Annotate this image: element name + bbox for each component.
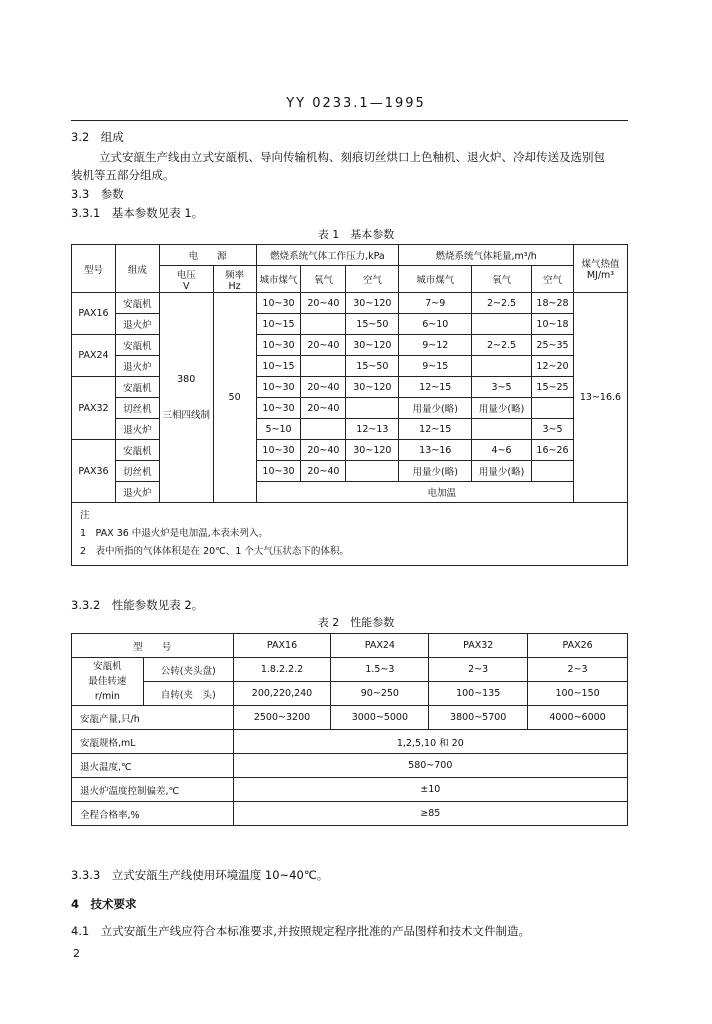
table-row <box>72 398 628 419</box>
table-row <box>72 377 628 398</box>
component-cell: 安瓿机 <box>115 440 159 461</box>
header-press-air: 空气 <box>346 266 399 293</box>
data-cell: 15~25 <box>532 377 574 398</box>
header-composition: 组成 <box>115 245 159 293</box>
section-3-3-2-title: 3.3.2 性能参数见表 2。 <box>71 598 204 612</box>
data-cell: 2~2.5 <box>472 293 532 314</box>
data-cell <box>472 419 532 440</box>
data-cell <box>346 398 399 419</box>
section-3-2-line1: 立式安瓿生产线由立式安瓿机、导向传输机构、刻痕切丝烘口上色釉机、退火炉、冷却传送及选别包 <box>99 150 605 164</box>
data-cell: 15~50 <box>346 356 399 377</box>
header-cons-oxygen: 氧气 <box>472 266 532 293</box>
spec-value: 1,2,5,10 和 20 <box>233 730 627 754</box>
data-cell: 4~6 <box>472 440 532 461</box>
data-cell: 30~120 <box>346 440 399 461</box>
model-cell: PAX36 <box>72 440 116 503</box>
anneal-temp-label: 退火温度,℃ <box>72 754 234 778</box>
data-cell: 25~35 <box>532 335 574 356</box>
data-cell: 2~2.5 <box>472 335 532 356</box>
header-frequency: 频率 Hz <box>213 266 256 293</box>
notes-cell <box>72 503 628 566</box>
header-voltage: 电压 V <box>159 266 213 293</box>
table-row <box>72 440 628 461</box>
data-cell: 用量少(略) <box>399 461 472 482</box>
rotation-value: 100~135 <box>429 682 528 706</box>
data-cell <box>532 461 574 482</box>
model-cell: PAX32 <box>72 377 116 440</box>
table-row <box>72 314 628 335</box>
component-cell: 退火炉 <box>115 419 159 440</box>
data-cell: 9~12 <box>399 335 472 356</box>
section-3-3-1-title: 3.3.1 基本参数见表 1。 <box>71 206 204 220</box>
component-cell: 切丝机 <box>115 398 159 419</box>
data-cell <box>301 314 346 335</box>
data-cell <box>346 461 399 482</box>
data-cell: 10~15 <box>256 356 301 377</box>
component-cell: 安瓿机 <box>115 335 159 356</box>
data-cell: 30~120 <box>346 293 399 314</box>
anneal-temp-value: 580~700 <box>233 754 627 778</box>
data-cell: 20~40 <box>301 377 346 398</box>
header-cons-air: 空气 <box>532 266 574 293</box>
model-cell: PAX16 <box>72 293 116 335</box>
electric-heating-cell: 电加温 <box>256 482 627 503</box>
revolution-value: 1.8.2.2.2 <box>233 658 331 682</box>
header-model: 型号 <box>72 245 116 293</box>
output-value: 2500~3200 <box>233 706 331 730</box>
component-cell: 安瓿机 <box>115 293 159 314</box>
note-item: 2 表中所指的气体体积是在 20℃、1 个大气压状态下的体积。 <box>80 546 349 557</box>
data-cell: 用量少(略) <box>472 461 532 482</box>
frequency-cell: 50 <box>213 293 256 503</box>
note-title: 注 <box>80 510 90 521</box>
data-cell: 10~30 <box>256 440 301 461</box>
output-value: 4000~6000 <box>528 706 628 730</box>
component-cell: 安瓿机 <box>115 377 159 398</box>
data-cell: 6~10 <box>399 314 472 335</box>
data-cell: 13~16 <box>399 440 472 461</box>
temp-deviation-value: ±10 <box>233 778 627 802</box>
data-cell: 12~20 <box>532 356 574 377</box>
model-pax16: PAX16 <box>233 634 331 658</box>
temp-deviation-label: 退火炉温度控制偏差,℃ <box>72 778 234 802</box>
data-cell: 20~40 <box>301 293 346 314</box>
spec-label: 安瓿规格,mL <box>72 730 234 754</box>
data-cell: 15~50 <box>346 314 399 335</box>
page-number: 2 <box>73 947 80 960</box>
data-cell: 10~30 <box>256 335 301 356</box>
data-cell <box>301 419 346 440</box>
model-pax32: PAX32 <box>429 634 528 658</box>
rotation-label: 自转(夹 头) <box>143 682 233 706</box>
pass-rate-value: ≥85 <box>233 802 627 826</box>
table-row <box>72 482 628 503</box>
data-cell: 10~30 <box>256 461 301 482</box>
voltage-cell <box>159 293 213 503</box>
output-value: 3000~5000 <box>331 706 429 730</box>
data-cell: 7~9 <box>399 293 472 314</box>
data-cell <box>472 314 532 335</box>
data-cell: 12~15 <box>399 377 472 398</box>
revolution-value: 2~3 <box>429 658 528 682</box>
data-cell: 16~26 <box>532 440 574 461</box>
component-cell: 退火炉 <box>115 314 159 335</box>
data-cell: 20~40 <box>301 461 346 482</box>
data-cell: 用量少(略) <box>472 398 532 419</box>
data-cell: 20~40 <box>301 335 346 356</box>
header-pressure: 燃烧系统气体工作压力,kPa <box>256 245 399 266</box>
header-consumption: 燃烧系统气体耗量,m³/h <box>399 245 574 266</box>
rotation-value: 200,220,240 <box>233 682 331 706</box>
revolution-value: 1.5~3 <box>331 658 429 682</box>
output-value: 3800~5700 <box>429 706 528 730</box>
data-cell: 10~18 <box>532 314 574 335</box>
table-row <box>72 293 628 314</box>
header-cons-citygas: 城市煤气 <box>399 266 472 293</box>
header-model: 型 号 <box>72 634 234 658</box>
component-cell: 退火炉 <box>115 356 159 377</box>
data-cell: 12~15 <box>399 419 472 440</box>
table2-caption: 表 2 性能参数 <box>317 616 395 629</box>
data-cell: 20~40 <box>301 398 346 419</box>
data-cell: 12~13 <box>346 419 399 440</box>
data-cell: 3~5 <box>472 377 532 398</box>
header-power: 电 源 <box>159 245 256 266</box>
data-cell: 用量少(略) <box>399 398 472 419</box>
data-cell: 20~40 <box>301 440 346 461</box>
table-row <box>72 335 628 356</box>
voltage-value: 380 <box>177 374 196 385</box>
revolution-value: 2~3 <box>528 658 628 682</box>
header-press-citygas: 城市煤气 <box>256 266 301 293</box>
model-cell: PAX24 <box>72 335 116 377</box>
rotation-value: 100~150 <box>528 682 628 706</box>
header-press-oxygen: 氧气 <box>301 266 346 293</box>
data-cell: 10~30 <box>256 293 301 314</box>
header-heat-value: 煤气热值 MJ/m³ <box>573 245 627 293</box>
note-item: 1 PAX 36 中退火炉是电加温,本表未列入。 <box>80 528 268 539</box>
data-cell: 9~15 <box>399 356 472 377</box>
data-cell: 10~15 <box>256 314 301 335</box>
data-cell: 10~30 <box>256 377 301 398</box>
data-cell: 10~30 <box>256 398 301 419</box>
heat-value-cell: 13~16.6 <box>573 293 627 503</box>
basic-parameters-table <box>71 244 628 566</box>
rotation-value: 90~250 <box>331 682 429 706</box>
data-cell: 30~120 <box>346 335 399 356</box>
table-row <box>72 419 628 440</box>
section-3-3-title: 3.3 参数 <box>71 187 124 201</box>
section-3-2-title: 3.2 组成 <box>71 130 124 144</box>
section-3-2-line2: 装机等五部分组成。 <box>71 168 175 182</box>
table-row <box>72 461 628 482</box>
table1-caption: 表 1 基本参数 <box>317 228 395 241</box>
header-rule <box>71 120 628 121</box>
speed-label: 安瓿机 最佳转速 r/min <box>72 658 144 706</box>
performance-parameters-table <box>71 633 628 826</box>
notes-row <box>72 503 628 566</box>
model-pax24: PAX24 <box>331 634 429 658</box>
model-pax26: PAX26 <box>528 634 628 658</box>
voltage-note: 三相四线制 <box>162 410 210 421</box>
data-cell <box>472 356 532 377</box>
section-4-1: 4.1 立式安瓿生产线应符合本标准要求,并按照规定程序批准的产品图样和技术文件制造。 <box>71 924 530 938</box>
data-cell: 3~5 <box>532 419 574 440</box>
data-cell <box>301 356 346 377</box>
revolution-label: 公转(夹头盘) <box>143 658 233 682</box>
data-cell <box>532 398 574 419</box>
data-cell: 18~28 <box>532 293 574 314</box>
output-label: 安瓿产量,只/h <box>72 706 234 730</box>
pass-rate-label: 全程合格率,% <box>72 802 234 826</box>
data-cell: 30~120 <box>346 377 399 398</box>
data-cell: 5~10 <box>256 419 301 440</box>
section-4-title: 4 技术要求 <box>71 897 137 911</box>
section-3-3-3: 3.3.3 立式安瓿生产线使用环境温度 10~40℃。 <box>71 868 329 882</box>
component-cell: 退火炉 <box>115 482 159 503</box>
table-row <box>72 356 628 377</box>
standard-number: YY 0233.1—1995 <box>286 96 426 111</box>
component-cell: 切丝机 <box>115 461 159 482</box>
